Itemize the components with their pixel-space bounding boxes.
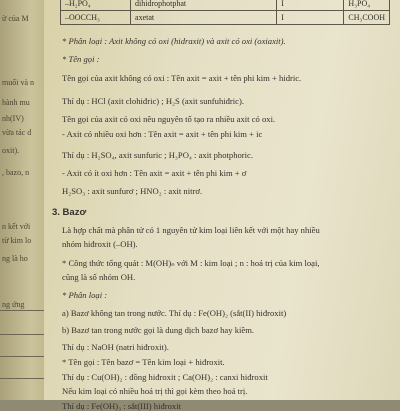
text-line: Thí dụ : H₂SO₄, axit sunfuric ; H₃PO₄ : axit photphoric. (62, 150, 254, 160)
text-line: Thí dụ : HCl (axit clohiđric) ; H₂S (axit sunfuhiđric). (62, 96, 245, 106)
table-row (61, 0, 390, 11)
strip-fragment: ng là ho (2, 254, 28, 263)
text-line: Là hợp chất mà phân tử có 1 nguyên tử kim loại liên kết với một hay nhiều (62, 225, 320, 235)
text-line: - Axit có nhiều oxi hơn : Tên axit = axit + tên phi kim + ic (62, 129, 263, 139)
ion-table (60, 0, 390, 25)
strip-fragment: muối và n (2, 78, 34, 87)
text-line: Thí dụ : Cu(OH)₂ : đồng hiđroxit ; Ca(OH)₂ : canxi hiđroxit (62, 372, 268, 382)
table-cell: –H₂PO₄ (61, 0, 131, 11)
section-heading: 3. Bazơ (52, 207, 87, 218)
strip-fragment: ng ứng (2, 300, 25, 309)
strip-fragment: oxit). (2, 146, 20, 155)
strip-fragment: nh(IV) (2, 114, 24, 123)
text-line: * Phân loại : Axit không có oxi (hidraxit) và axit có oxi (oxiaxit). (62, 36, 286, 46)
table-cell: –OOCCH₃ (61, 11, 131, 25)
text-line: * Phân loại : (62, 290, 108, 300)
text-line: Thí dụ : NaOH (natri hiđroxit). (62, 342, 169, 352)
strip-fragment: ừ của M (2, 14, 29, 23)
text-line: * Tên gọi : (62, 54, 100, 64)
table-cell: I (277, 0, 344, 11)
strip-rule (0, 356, 44, 357)
strip-rule (0, 334, 44, 335)
table-cell: dihidrophotphat (131, 0, 277, 11)
strip-fragment: n kết với (2, 222, 31, 231)
text-line: cũng là số nhóm OH. (62, 272, 136, 282)
adjacent-page-strip (0, 0, 44, 400)
text-line: H₂SO₃ : axit sunfurơ ; HNO₂ : axit nitrơ. (62, 186, 203, 196)
table-cell: H₃PO₄ (344, 0, 390, 11)
table-cell: CH₃COOH (344, 11, 390, 25)
textbook-page (44, 0, 400, 411)
strip-fragment: vừa tác d (2, 128, 32, 137)
text-line: Nếu kim loại có nhiều hoá trị thì gọi kèm theo hoá trị. (62, 386, 248, 396)
text-line: Thí dụ : Fe(OH)₃ : sắt(III) hiđroxit (62, 401, 181, 411)
text-line: Tên gọi của axit không có oxi : Tên axit = axit + tên phi kim + hidric. (62, 73, 302, 83)
strip-fragment: hành mu (2, 98, 30, 107)
table-cell: I (277, 11, 344, 25)
table-cell: axetat (131, 11, 277, 25)
strip-rule (0, 310, 44, 311)
text-line: Tên gọi của axit có oxi nêu nguyên tố tạo ra nhiều axit có oxi. (62, 114, 276, 124)
strip-fragment: từ kim lo (2, 236, 32, 245)
table-row (61, 11, 390, 25)
text-line: b) Bazơ tan trong nước gọi là dung dịch bazơ hay kiềm. (62, 325, 255, 335)
strip-rule (0, 378, 44, 379)
text-line: nhóm hiđroxit (–OH). (62, 239, 138, 249)
text-line: a) Bazơ không tan trong nước. Thí dụ : Fe(OH)₂ (sắt(II) hiđroxit) (62, 308, 287, 318)
text-line: * Tên gọi : Tên bazơ = Tên kim loại + hiđroxit. (62, 357, 225, 367)
text-line: * Công thức tổng quát : M(OH)ₙ với M : kim loại ; n : hoá trị của kim loại, (62, 258, 320, 268)
strip-fragment: , bazo, n (2, 168, 30, 177)
text-line: - Axit có ít oxi hơn : Tên axit = axit + tên phi kim + ơ (62, 168, 247, 178)
